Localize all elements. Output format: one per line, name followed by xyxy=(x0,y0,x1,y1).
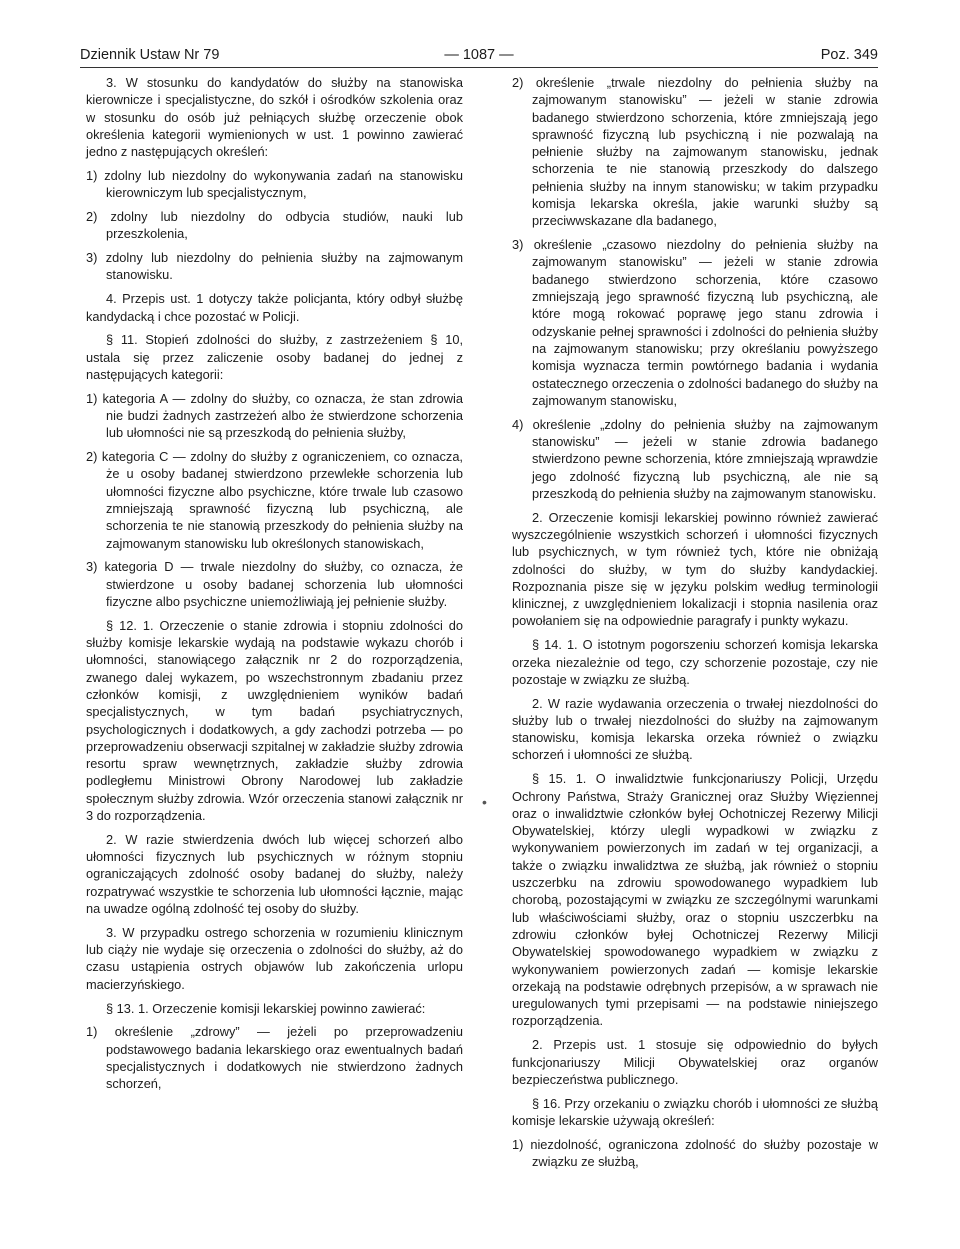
header-rule xyxy=(80,67,878,68)
list-item: 2) zdolny lub niezdolny do odbycia studiów, nauki lub przeszkolenia, xyxy=(86,209,463,242)
list-item: 1) określenie „zdrowy” — jeżeli po przeprowadzeniu podstawowego badania lekarskiego oraz ewentualnych badań specjalistycznych i dodatkowych nie stwierdzono żadnych schorzeń, xyxy=(86,1024,463,1092)
paragraph: 4. Przepis ust. 1 dotyczy także policjanta, który odbył służbę kandydacką i chce pozostać w Policji. xyxy=(86,291,463,324)
paragraph: 3. W przypadku ostrego schorzenia w rozumieniu klinicznym lub ciąży nie wydaje się orzeczenia o zdolności do służby, aż do czasu ustąpienia ostrych objawów lub zakończenia urlopu macierzyńskiego. xyxy=(86,924,463,992)
list-item: 2) kategoria C — zdolny do służby z ograniczeniem, co oznacza, że u osoby badanej stwierdzono przewlekłe schorzenia lub ułomności fizyczne albo psychiczne, które trwale lub czasowo zmniejszają sprawność fizyczną lub psychiczną, ale schorzenia te nie stanowią przeszkody do pełnienia służby na zajmowanym stanowisku lub określonych stanowiskach, xyxy=(86,449,463,551)
list-item: 3) zdolny lub niezdolny do pełnienia służby na zajmowanym stanowisku. xyxy=(86,250,463,283)
section-paragraph: § 15. 1. O inwalidztwie funkcjonariuszy Policji, Urzędu Ochrony Państwa, Straży Granicznej oraz Służby Więziennej oraz o inwalidztwie członków byłej Ochotniczej Rezerwy Milicji Obywatelskiej, którzy ulegli wypadkowi w związku z wykonywaniem powierzonych im zadań w tej organizacji, a także o związku inwalidztwa ze służbą, jak również o stopniu uszczerbku na zdrowiu spowodowanego wypadkiem lub chorobą, pozostającymi w związku ze szczególnymi warunkami lub właściwościami służby, oraz o stopniu uszczerbku na zdrowiu członków byłej Ochotniczej Rezerwy Milicji Obywatelskiej spowodowanego wypadkiem w związku z wykonywaniem powierzonych zadań — komisje lekarskie orzekają na podstawie odrębnych przepisów, a w sprawach nie uregulowanych tymi przepisami — na podstawie niniejszego rozporządzenia. xyxy=(512,771,878,1029)
section-paragraph: § 13. 1. Orzeczenie komisji lekarskiej powinno zawierać: xyxy=(106,1000,426,1016)
list-item: 1) niezdolność, ograniczona zdolność do służby pozostaje w związku ze służbą, xyxy=(512,1136,878,1170)
list-item: 1) kategoria A — zdolny do służby, co oznacza, że stan zdrowia nie budzi żadnych zastrzeżeń albo że stwierdzone schorzenia lub ułomności nie są przeszkodą do pełnienia służby, xyxy=(86,390,463,441)
section-paragraph: § 11. Stopień zdolności do służby, z zastrzeżeniem § 10, ustala się przez zaliczenie osoby badanej do jednej z następujących kategorii: xyxy=(86,332,463,382)
list-item: 3) określenie „czasowo niezdolny do pełnienia służby na zajmowanym stanowisku” — jeżeli w stanie zdrowia badanego stwierdzono schorzenia, które czasowo zmniejszają jego sprawność fizyczną lub psychiczną, ale które mogą rokować poprawę jego stanu zdrowia i odzyskanie pełnej sprawności i zdolności do pełnienia służby na zajmowanym stanowisku; przy określaniu powyższego komisja wyznacza termin powtórnego badania i wydania ostatecznego orzeczenia o zdolności badanego do służby na zajmowanym stanowisku, xyxy=(512,237,878,408)
paragraph: 2. Przepis ust. 1 stosuje się odpowiednio do byłych funkcjonariuszy Milicji Obywatelskiej oraz organów bezpieczeństwa publicznego. xyxy=(512,1037,878,1087)
page-number: — 1087 — xyxy=(444,47,514,63)
margin-mark: • xyxy=(482,794,487,810)
list-item: 3) kategoria D — trwale niezdolny do służby, co oznacza, że stwierdzone u osoby badanej schorzenia lub ułomności fizyczne albo psychiczne uniemożliwiają jej pełnienie służby. xyxy=(86,559,463,610)
list-item: 2) określenie „trwale niezdolny do pełnienia służby na zajmowanym stanowisku” — jeżeli w stanie zdrowia badanego stwierdzono schorzenia, które zmniejszają jego sprawność fizyczną lub psychiczną i nie pozwalają na pełnienie służby na zajmowanym stanowisku, jednak schorzenia te nie stanowią przeszkody do dalszego pełnienia służby na innym stanowisku; w takim przypadku komisja lekarska określa, jakie warunki służby są przeciwwskazane dla badanego, xyxy=(512,75,878,229)
section-paragraph: § 16. Przy orzekaniu o związku chorób i ułomności ze służbą komisje lekarskie używają określeń: xyxy=(512,1095,878,1128)
left-column xyxy=(86,74,463,1099)
list-item: 4) określenie „zdolny do pełnienia służby na zajmowanym stanowisku” — jeżeli w stanie zdrowia badanego stwierdzono pewne schorzenia, które zmniejszają wprawdzie jego zdolność fizyczną lub psychiczną, ale nie są przeszkodą do pełnienia służby na zajmowanym stanowisku. xyxy=(512,416,878,501)
list-item: 1) zdolny lub niezdolny do wykonywania zadań na stanowisku kierowniczym lub specjalistycznym, xyxy=(86,167,463,201)
right-column xyxy=(512,74,878,1177)
journal-title: Dziennik Ustaw Nr 79 xyxy=(80,47,220,63)
paragraph: 2. Orzeczenie komisji lekarskiej powinno również zawierać wyszczególnienie wszystkich schorzeń i ułomności fizycznych lub psychicznych, w tym również tych, które nie obniżają zdolności do służby, w tym do służby kandydackiej. Rozpoznania pisze się w języku polskim według terminologii klinicznej, z uwzględnieniem lokalizacji i stopnia nasilenia oraz powołaniem się na odpowiednie paragrafy i punkty wykazu. xyxy=(512,509,878,629)
section-paragraph: § 14. 1. O istotnym pogorszeniu schorzeń komisja lekarska orzeka niezależnie od tego, czy schorzenie pozostaje, czy nie pozostaje w związku ze służbą. xyxy=(512,637,878,687)
position-number: Poz. 349 xyxy=(820,47,878,63)
paragraph: 3. W stosunku do kandydatów do służby na stanowiska kierownicze i specjalistyczne, do szkół i ośrodków szkolenia oraz w stosunku do osób już pełniących służbę orzeczenie obok określenia kategorii wymienionych w ust. 1 powinno zawierać jedno z następujących określeń: xyxy=(86,75,463,160)
paragraph: 2. W razie wydawania orzeczenia o trwałej niezdolności do służby lub o trwałej niezdolności do służby na zajmowanym stanowisku, komisja lekarska orzeka również o związku schorzeń i ułomności ze służbą. xyxy=(512,695,878,763)
page-header xyxy=(80,46,878,64)
paragraph: 2. W razie stwierdzenia dwóch lub więcej schorzeń albo ułomności fizycznych lub psychicznych w różnym stopniu ograniczających zdolność osoby badanej do służby, należy rozpatrywać wszystkie te schorzenia lub ułomności łącznie, mając na uwadze ogólną zdolność tej osoby do służby. xyxy=(86,831,463,917)
section-paragraph: § 12. 1. Orzeczenie o stanie zdrowia i stopniu zdolności do służby komisje lekarskie wydają na podstawie wykazu chorób i ułomności, stanowiącego załącznik nr 2 do rozporządzenia, zwanego dalej wykazem, po wszechstronnym zbadaniu przez członków komisji, z uwzględnieniem wyników badań specjalistycznych, w tym badań psychiatrycznych, psychologicznych i dodatkowych, a gdy zachodzi potrzeba — po przeprowadzeniu obserwacji szpitalnej w zakładzie służby zdrowia resortu spraw wewnętrznych, zakładzie służby zdrowia podległemu Ministrowi Obrony Narodowej lub zakładzie społecznym służby zdrowia. Wzór orzeczenia stanowi załącznik nr 3 do rozporządzenia. xyxy=(86,617,463,824)
